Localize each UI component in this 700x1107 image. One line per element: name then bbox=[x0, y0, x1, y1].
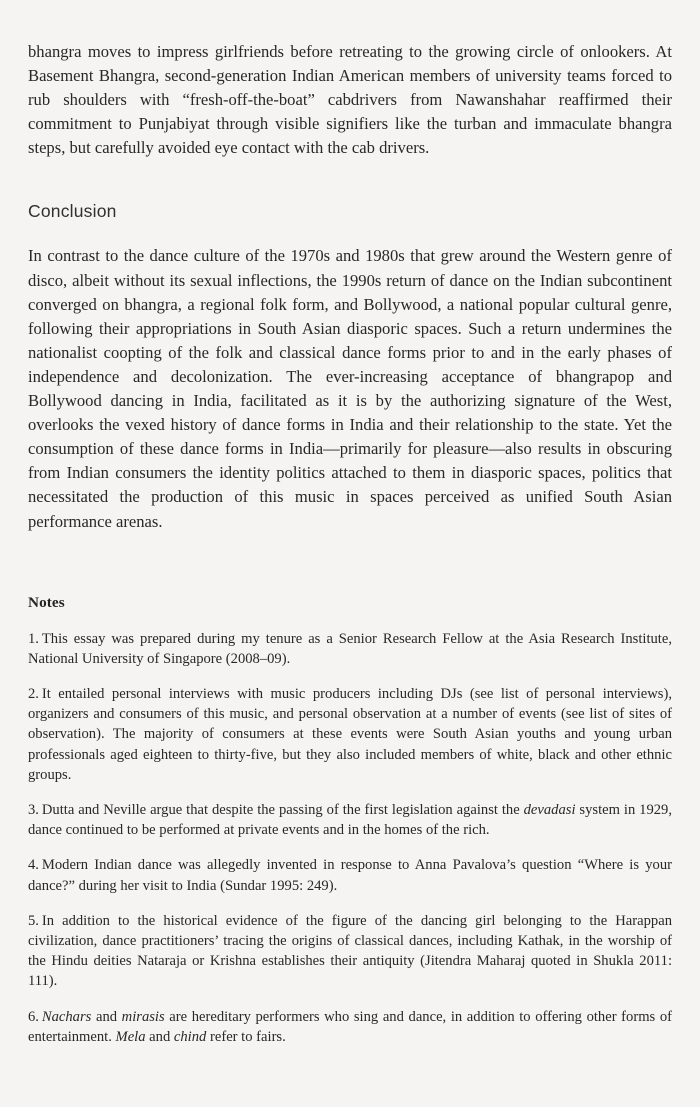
note-number: 2. bbox=[28, 686, 39, 702]
note-number: 4. bbox=[28, 857, 39, 874]
notes-list bbox=[28, 612, 672, 1047]
note-number: 1. bbox=[28, 630, 39, 647]
conclusion-paragraph: In contrast to the dance culture of the 1970s and 1980s that grew around the Western genre of disco, albeit without its sexual inflections, the 1990s return of dance on the Indian subcontinent converged on bhangra, a regional folk form, and Bollywood, a national popular cultural genre, following their appropriations in South Asian diasporic spaces. Such a return undermines the nationalist coopting of the folk and classical dance forms prior to and in the early phases of independence and decolonization. The ever-increasing acceptance of bhangrapop and Bollywood dancing in India, facilitated as it is by the authorizing signature of the West, overlooks the vexed history of dance forms in India and their relationship to the state. Yet the consumption of these dance forms in India—primarily for pleasure—also results in obscuring from Indian consumers the identity politics attached to them in diasporic spaces, politics that necessitated the production of this music in spaces perceived as unified South Asian performance arenas. bbox=[28, 246, 672, 531]
note-item: 5. In addition to the historical evidence of the figure of the dancing girl belonging to the Harappan civilization, dance practitioners’ tracing the origins of classical dances, including Kathak, in the worship of the Hindu deities Nataraja or Krishna establishes their antiquity (Jitendra Maharaj quoted in Shukla 2011: 111). bbox=[28, 912, 672, 990]
conclusion-heading: Conclusion bbox=[28, 201, 117, 222]
note-number: 3. bbox=[28, 802, 39, 819]
note-item: 2. It entailed personal interviews with music producers including DJs (see list of personal interviews), organizers and consumers of this music, and personal observation at a number of events (see list of sites of observation). The majority of consumers at these events were South Asian youths and young urban professionals aged eighteen to thirty-five, but they also included members of white, black and other ethnic groups. bbox=[28, 686, 672, 783]
note-item: 6. Nachars and mirasis are hereditary performers who sing and dance, in addition to offering other forms of entertainment. Mela and chind refer to fairs. bbox=[28, 1008, 673, 1045]
continued-paragraph: bhangra moves to impress girlfriends before retreating to the growing circle of onlookers. At Basement Bhangra, second-generation Indian American members of university teams forced to rub shoulders with “fresh-off-the-boat” cabdrivers from Nawanshahar reaffirmed their commitment to Punjabiyat through visible signifiers like the turban and immaculate bhangra steps, but carefully avoided eye contact with the cab drivers. bbox=[28, 42, 672, 158]
note-number: 5. bbox=[28, 912, 39, 929]
note-item: 1. This essay was prepared during my tenure as a Senior Research Fellow at the Asia Research Institute, National University of Singapore (2008–09). bbox=[28, 630, 672, 667]
note-number: 6. bbox=[28, 1008, 39, 1025]
notes-heading: Notes bbox=[28, 593, 65, 611]
note-item: 4. Modern Indian dance was allegedly invented in response to Anna Pavalova’s question “Where is your dance?” during her visit to India (Sundar 1995: 249). bbox=[28, 857, 672, 894]
note-item: 3. Dutta and Neville argue that despite the passing of the first legislation against the devadasi system in 1929, dance continued to be performed at private events and in the homes of the rich. bbox=[28, 802, 672, 839]
